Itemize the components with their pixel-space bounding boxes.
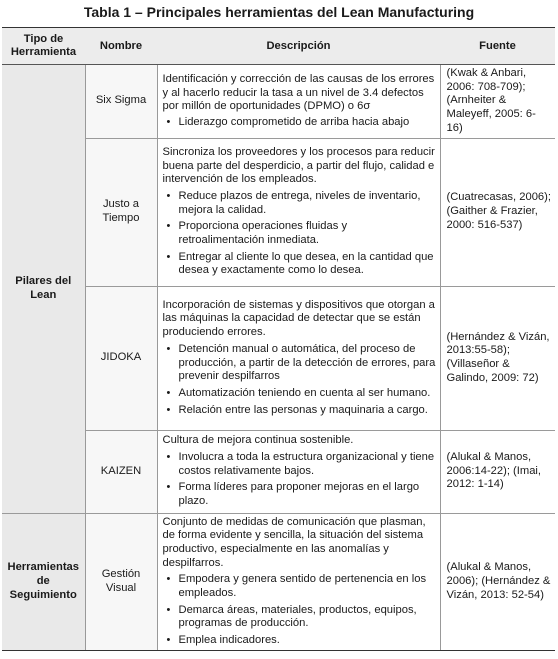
bullet-item: • Empodera y genera sentido de pertenencia en los empleados.: [163, 573, 436, 600]
header-descripcion: Descripción: [157, 28, 440, 65]
descripcion-cell: [157, 286, 440, 430]
table-title: Tabla 1 – Principales herramientas del Lean Manufacturing: [83, 4, 475, 20]
bullet-item: • Entregar al cliente lo que desea, en la cantidad que desea y exactamente como lo desea.: [163, 251, 436, 278]
table-row: [2, 138, 555, 286]
bullet-item: • Detención manual o automática, del proceso de producción, a partir de la detección de errores, para prevenir despilfarros: [163, 343, 436, 384]
table-row: [2, 65, 555, 139]
fuente-cell: (Hernández & Vizán, 2013:55-58); (Villaseñor & Galindo, 2009: 72): [440, 286, 555, 430]
bullet-list: [163, 343, 436, 418]
descripcion-text: Cultura de mejora continua sostenible.: [162, 434, 354, 447]
bullet-list: [163, 116, 436, 130]
nombre-kaizen: KAIZEN: [85, 430, 157, 513]
bullet-item: • Demarca áreas, materiales, productos, equipos, programas de producción.: [163, 604, 436, 631]
table-row: [2, 286, 555, 430]
bullet-list: [163, 451, 436, 509]
descripcion-text: Sincroniza los proveedores y los procesos para reducir buena parte del desperdicio, a partir del flujo, calidad e intervención de los empleados.: [162, 145, 435, 186]
bullet-item: • Reduce plazos de entrega, niveles de inventario, mejora la calidad.: [163, 190, 436, 217]
table-row: [2, 513, 555, 650]
fuente-cell: (Alukal & Manos, 2006:14-22); (Imai, 2012: 1-14): [440, 430, 555, 513]
bullet-item: • Automatización teniendo en cuenta al ser humano.: [163, 387, 436, 401]
nombre-jidoka: JIDOKA: [85, 286, 157, 430]
bullet-item: • Liderazgo comprometido de arriba hacia abajo: [163, 116, 436, 130]
tipo-pilares: Pilares del Lean: [2, 65, 85, 514]
header-tipo: Tipo de Herramienta: [2, 28, 85, 65]
table-row: [2, 430, 555, 513]
nombre-six-sigma: Six Sigma: [85, 65, 157, 139]
bullet-list: [163, 190, 436, 278]
fuente-cell: (Cuatrecasas, 2006); (Gaither & Frazier, 2000: 516-537): [440, 138, 555, 286]
table-header-row: [2, 28, 555, 65]
descripcion-text: Incorporación de sistemas y dispositivos que otorgan a las máquinas la capacidad de detectar que se están produciendo errores.: [162, 298, 435, 339]
fuente-cell: (Kwak & Anbari, 2006: 708-709); (Arnheiter & Maleyeff, 2005: 6-16): [446, 67, 536, 134]
descripcion-cell: [157, 65, 440, 139]
descripcion-cell: [157, 513, 440, 650]
tipo-seguimiento: Herramientas de Seguimiento: [2, 513, 85, 650]
nombre-gestion-visual: Gestión Visual: [85, 513, 157, 650]
bullet-item: • Proporciona operaciones fluidas y retroalimentación inmediata.: [163, 220, 436, 247]
descripcion-text: Identificación y corrección de las causas de los errores y al hacerlo reducir la tasa a un nivel de 3.4 defectos por millón de oportunidades (DPMO) o 6σ: [162, 72, 435, 113]
bullet-item: • Forma líderes para proponer mejoras en el largo plazo.: [163, 481, 436, 508]
bullet-item: • Emplea indicadores.: [163, 634, 436, 648]
header-nombre: Nombre: [85, 28, 157, 65]
descripcion-text: Conjunto de medidas de comunicación que plasman, de forma evidente y sencilla, la situación del sistema productivo, especialmente en las anomalías y despilfarros.: [162, 515, 426, 569]
descripcion-cell: [157, 430, 440, 513]
bullet-item: • Involucra a toda la estructura organizacional y tiene costos relativamente bajos.: [163, 451, 436, 478]
bullet-list: [163, 573, 436, 648]
nombre-justo-a-tiempo: Justo a Tiempo: [85, 138, 157, 286]
fuente-cell: (Alukal & Manos, 2006); (Hernández & Vizán, 2013: 52-54): [440, 513, 555, 650]
header-fuente: Fuente: [440, 28, 555, 65]
descripcion-cell: [157, 138, 440, 286]
bullet-item: • Relación entre las personas y maquinaria a cargo.: [163, 404, 436, 418]
lean-tools-table: [2, 27, 555, 651]
